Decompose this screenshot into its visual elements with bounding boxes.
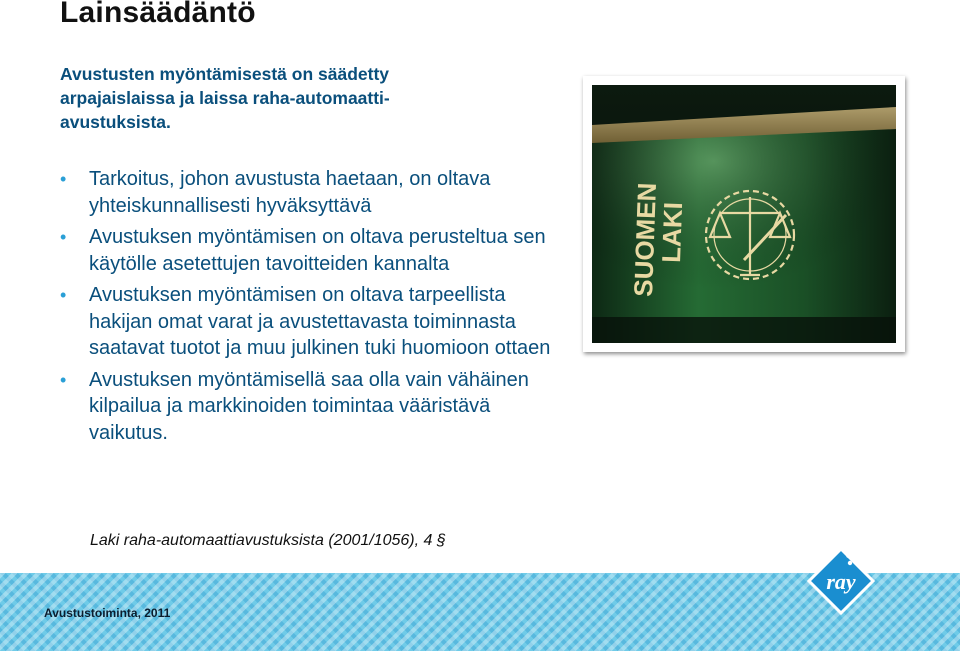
bullet-text: Avustuksen myöntämisen on oltava perusteltua sen käytölle asetettujen tavoitteiden kannalta (89, 226, 546, 275)
slide-title: Lainsäädäntö (60, 0, 256, 29)
bullet-dot-icon: • (60, 169, 67, 189)
bullet-item (60, 282, 560, 362)
slide-subtitle: Avustusten myöntämisestä on säädetty arpajaislaissa ja laissa raha-automaatti-avustuksista. (60, 64, 390, 132)
bullet-text: Tarkoitus, johon avustusta haetaan, on oltava yhteiskunnallisesti hyväksyttävä (89, 168, 491, 217)
spine-text-laki: LAKI (656, 201, 689, 264)
ray-logo-text: ray (826, 569, 856, 594)
bullet-list (60, 166, 560, 451)
bullet-item (60, 166, 560, 219)
spine-text-suomen: SUOMEN (628, 182, 662, 298)
law-reference: Laki raha-automaattiavustuksista (2001/1056), 4 § (90, 532, 446, 549)
bullet-text: Avustuksen myöntämisen on oltava tarpeellista hakijan omat varat ja avustettavasta toiminnasta saatavat tuotot ja muu julkinen tuki huomioon ottaen (89, 284, 551, 359)
bullet-item (60, 224, 560, 277)
bullet-dot-icon: • (60, 369, 67, 390)
bullet-text: Avustuksen myöntämisellä saa olla vain vähäinen kilpailua ja markkinoiden toimintaa vääristävä vaikutus. (89, 368, 529, 444)
law-book-photo (592, 85, 896, 343)
ray-logo-icon (809, 549, 873, 613)
bullet-item (60, 367, 560, 447)
bullet-dot-icon: • (60, 285, 67, 305)
bullet-dot-icon: • (60, 227, 67, 247)
law-book-illustration (592, 85, 896, 343)
footer-text: Avustustoiminta, 2011 (44, 606, 171, 620)
ray-logo (803, 543, 879, 619)
book-photo-frame (583, 76, 905, 352)
